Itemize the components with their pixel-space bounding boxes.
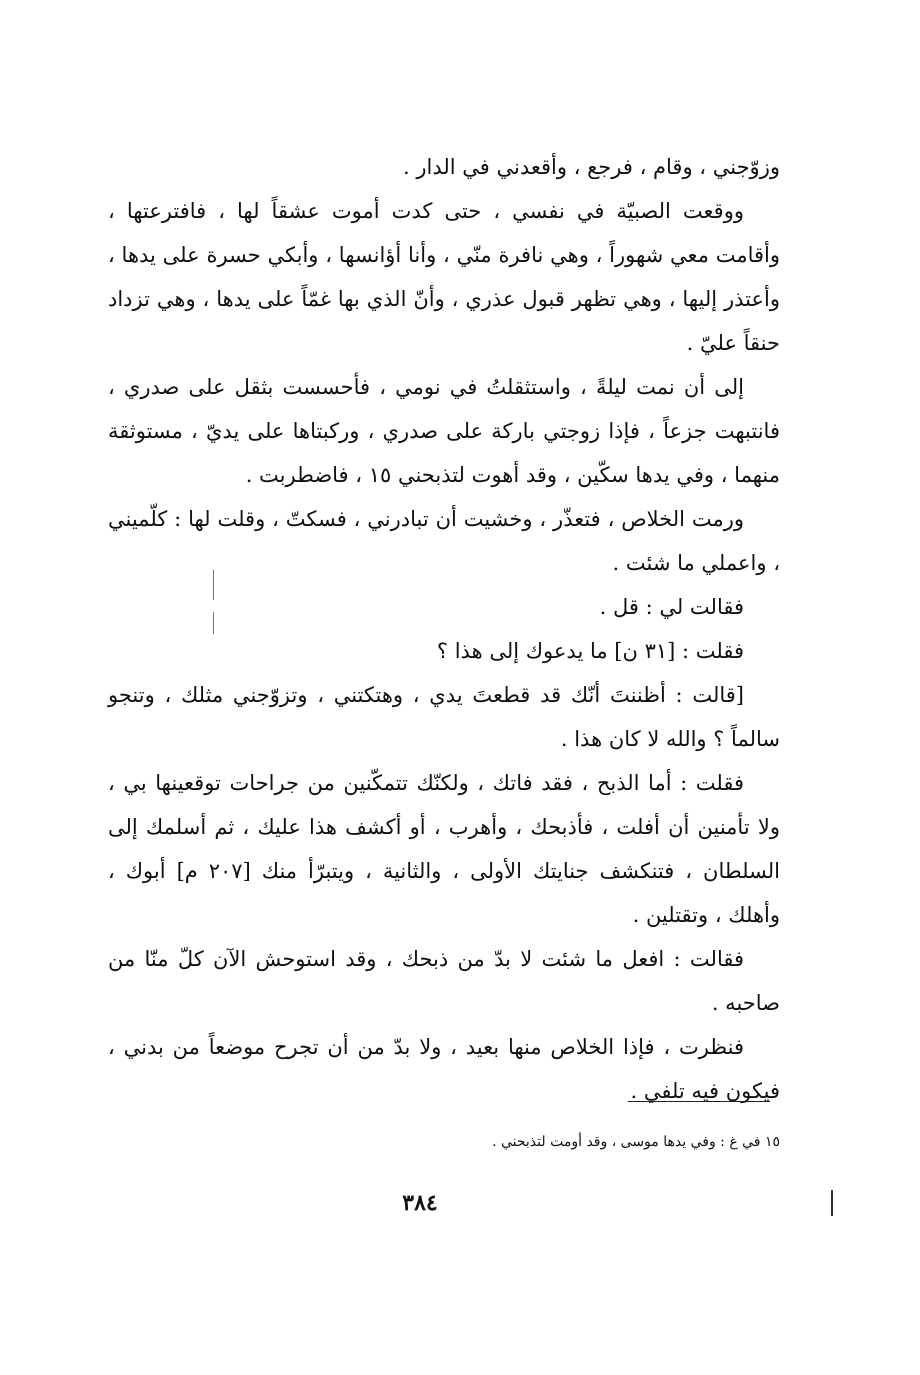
paragraph-2: ووقعت الصبيّة في نفسي ، حتى كدت أموت عشقاً لها ، فافترعتها ، وأقامت معي شهوراً ، وهي نافرة منّي ، وأنا أؤانسها ، وأبكي حسرة على يدها ، وأعتذر إليها ، وهي تظهر قبول عذري ، وأنّ الذي بها غمّاً على يدها ، وهي تزداد حنقاً عليّ . [108,199,780,355]
footnote: ١٥ في غ : وفي يدها موسى ، وقد أومت لتذبحني . [492,1134,780,1150]
paragraph-8: فقلت : أما الذبح ، فقد فاتك ، ولكنّك تتمكّنين من جراحات توقعينها بي ، ولا تأمنين أن أفلت ، فأذبحك ، وأهرب ، أو أكشف هذا عليك ، ثم أسلمك إلى السلطان ، فتنكشف جنايتك الأولى ، والثانية ، ويتبرّأ منك [٢٠٧ م] أبوك ، وأهلك ، وتقتلين . [108,771,780,927]
margin-mark [213,570,214,600]
paragraph-6: فقلت : [٣١ ن] ما يدعوك إلى هذا ؟ [436,639,744,663]
paragraph-9: فقالت : افعل ما شئت لا بدّ من ذبحك ، وقد استوحش الآن كلّ منّا من صاحبه . [108,947,780,1015]
margin-mark [831,1190,833,1216]
body-text [108,145,780,1113]
footnote-divider [628,1101,770,1102]
paragraph-3: إلى أن نمت ليلةً ، واستثقلتُ في نومي ، فأحسست بثقل على صدري ، فانتبهت جزعاً ، فإذا زوجتي باركة على صدري ، وركبتاها على يديّ ، مستوثقة منهما ، وفي يدها سكّين ، وقد أهوت لتذبحني ١٥ ، فاضطربت . [108,375,780,487]
margin-mark [213,612,214,634]
paragraph-7: [قالت : أظننتَ أنّك قد قطعتَ يدي ، وهتكتني ، وتزوّجني مثلك ، وتنجو سالماً ؟ والله لا كان هذا . [108,683,780,751]
paragraph-1: وزوّجني ، وقام ، فرجع ، وأقعدني في الدار . [403,155,780,179]
paragraph-5: فقالت لي : قل . [599,595,744,619]
page-number: ٣٨٤ [402,1190,438,1216]
paragraph-10: فنظرت ، فإذا الخلاص منها بعيد ، ولا بدّ من أن تجرح موضعاً من بدني ، فيكون فيه تلفي . [108,1035,780,1103]
paragraph-4: ورمت الخلاص ، فتعذّر ، وخشيت أن تبادرني ، فسكتّ ، وقلت لها : كلّميني ، واعملي ما شئت . [108,507,780,575]
